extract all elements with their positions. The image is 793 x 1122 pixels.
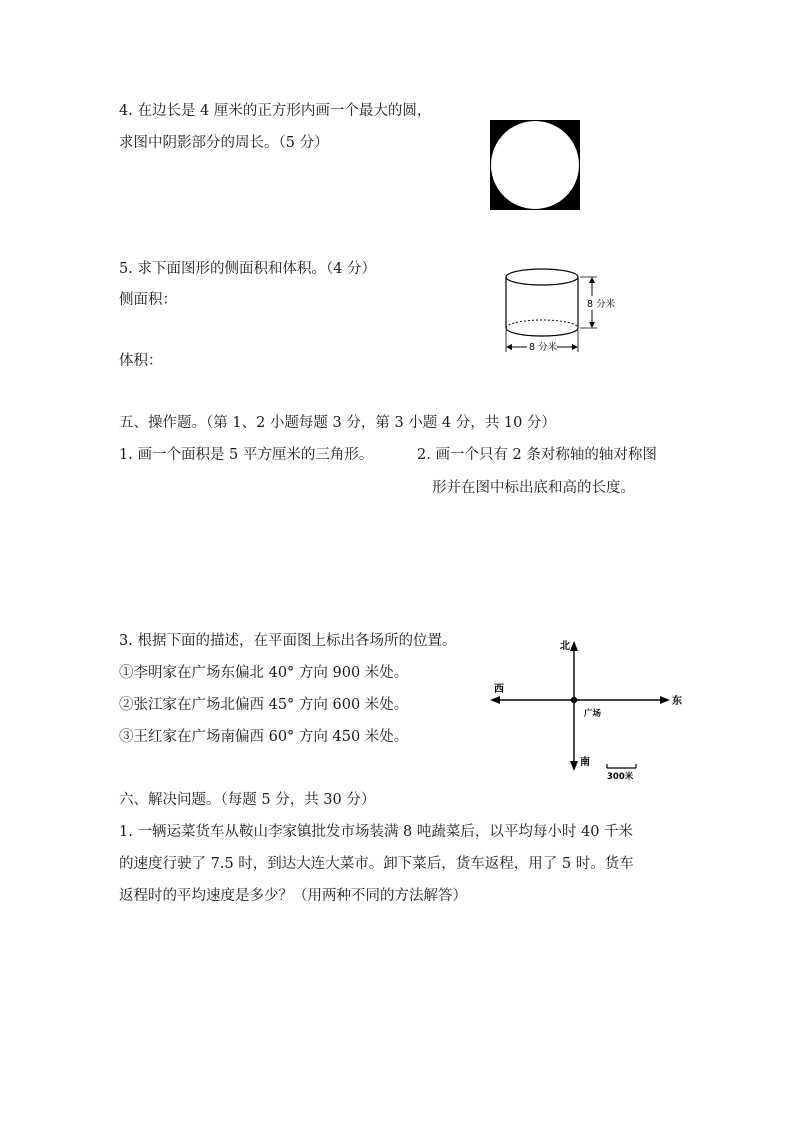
inscribed-circle (491, 121, 579, 209)
scale-label: 300米 (607, 772, 634, 782)
cylinder-figure (500, 262, 625, 362)
north-label: 北 (560, 641, 570, 652)
diameter-arrowhead-left (506, 344, 512, 350)
cylinder-bottom-front (506, 328, 578, 336)
west-arrowhead (490, 696, 500, 704)
section5-q2-line1: 2. 画一个只有 2 条对称轴的轴对称图 (417, 447, 657, 463)
section6-q1-line1: 1. 一辆运菜货车从鞍山李家镇批发市场装满 8 吨蔬菜后，以平均每小时 40 千米 (119, 824, 634, 840)
section5-title: 五、操作题。（第 1、2 小题每题 3 分，第 3 小题 4 分，共 10 分） (119, 415, 556, 431)
section5-q3-item3: ③王红家在广场南偏西 60° 方向 450 米处。 (119, 729, 409, 745)
q4-text-line1: 4. 在边长是 4 厘米的正方形内画一个最大的圆， (119, 103, 432, 119)
section5-q3-item1: ①李明家在广场东偏北 40° 方向 900 米处。 (119, 665, 409, 681)
section6-title: 六、解决问题。（每题 5 分，共 30 分） (119, 792, 376, 808)
diameter-label: 8 分米 (529, 342, 558, 353)
section5-q2-line2: 形并在图中标出底和高的长度。 (432, 480, 635, 496)
q5-volume-label: 体积： (119, 353, 163, 369)
north-arrowhead (570, 641, 578, 651)
section6-q1-line2: 的速度行驶了 7.5 时，到达大连大菜市。卸下菜后，货车返程，用了 5 时。货车 (119, 856, 634, 872)
q4-text-line2: 求图中阴影部分的周长。（5 分） (119, 135, 329, 151)
section5-q3-item2: ②张江家在广场北偏西 45° 方向 600 米处。 (119, 697, 409, 713)
square-center-point (571, 697, 577, 703)
square-label: 广场 (584, 709, 602, 719)
south-label: 南 (580, 757, 590, 768)
west-label: 西 (494, 684, 504, 695)
q5-title: 5. 求下面图形的侧面积和体积。（4 分） (119, 261, 377, 277)
q5-lateral-area-label: 侧面积： (119, 292, 177, 308)
section5-q3-title: 3. 根据下面的描述，在平面图上标出各场所的位置。 (119, 633, 457, 649)
east-arrowhead (660, 696, 670, 704)
section5-q1: 1. 画一个面积是 5 平方厘米的三角形。 (119, 447, 374, 463)
cylinder-top (506, 269, 578, 285)
square-circle-figure (490, 120, 580, 210)
cylinder-bottom-back (506, 320, 578, 328)
compass-plan-figure (490, 635, 690, 785)
height-label: 8 分米 (587, 299, 616, 310)
south-arrowhead (570, 761, 578, 771)
height-arrowhead-top (589, 277, 595, 283)
height-arrowhead-bottom (589, 322, 595, 328)
section6-q1-line3: 返程时的平均速度是多少？（用两种不同的方法解答） (119, 888, 467, 904)
east-label: 东 (672, 696, 682, 707)
diameter-arrowhead-right (572, 344, 578, 350)
